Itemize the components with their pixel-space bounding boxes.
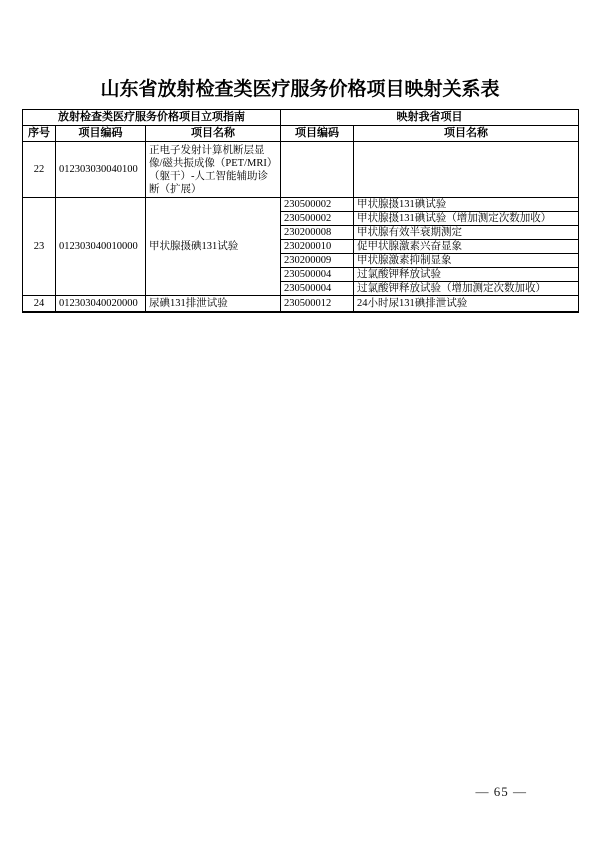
cell-mapped-code: 230200010 (281, 240, 354, 254)
cell-guide-code: 012303040010000 (56, 198, 146, 296)
cell-mapped-code: 230200008 (281, 226, 354, 240)
cell-mapped-name: 24小时尿131碘排泄试验 (354, 296, 579, 312)
cell-mapped-name: 甲状腺摄131碘试验 (354, 198, 579, 212)
column-header-guide-name: 项目名称 (146, 126, 281, 142)
cell-mapped-name: 甲状腺有效半衰期测定 (354, 226, 579, 240)
cell-mapped-code (281, 142, 354, 198)
mapping-table (22, 109, 579, 313)
cell-mapped-code: 230500004 (281, 268, 354, 282)
cell-guide-code: 012303030040100 (56, 142, 146, 198)
group-header-mapped: 映射我省项目 (281, 110, 579, 126)
cell-seq: 23 (23, 198, 56, 296)
column-header-mapped-code: 项目编码 (281, 126, 354, 142)
cell-mapped-code: 230500004 (281, 282, 354, 296)
page-number: — 65 — (475, 784, 527, 799)
table-row (23, 198, 579, 212)
cell-seq: 22 (23, 142, 56, 198)
cell-mapped-name: 过氯酸钾释放试验 (354, 268, 579, 282)
page-title: 山东省放射检查类医疗服务价格项目映射关系表 (100, 79, 500, 100)
cell-guide-name: 正电子发射计算机断层显像/磁共振成像（PET/MRI）（躯干）-人工智能辅助诊断（扩展） (146, 142, 281, 198)
cell-guide-name: 尿碘131排泄试验 (146, 296, 281, 312)
cell-mapped-name: 甲状腺摄131碘试验（增加测定次数加收） (354, 212, 579, 226)
cell-mapped-name: 促甲状腺激素兴奋显象 (354, 240, 579, 254)
group-header-guide: 放射检查类医疗服务价格项目立项指南 (23, 110, 281, 126)
column-header-mapped-name: 项目名称 (354, 126, 579, 142)
cell-mapped-code: 230200009 (281, 254, 354, 268)
column-header-guide-code: 项目编码 (56, 126, 146, 142)
cell-guide-name: 甲状腺摄碘131试验 (146, 198, 281, 296)
table-row (23, 296, 579, 312)
cell-seq: 24 (23, 296, 56, 312)
cell-mapped-name: 甲状腺激素抑制显象 (354, 254, 579, 268)
cell-mapped-code: 230500012 (281, 296, 354, 312)
cell-guide-code: 012303040020000 (56, 296, 146, 312)
column-header-seq: 序号 (23, 126, 56, 142)
cell-mapped-code: 230500002 (281, 198, 354, 212)
table-row (23, 142, 579, 198)
table-group-header-row (23, 110, 579, 126)
table-column-header-row (23, 126, 579, 142)
cell-mapped-name: 过氯酸钾释放试验（增加测定次数加收） (354, 282, 579, 296)
cell-mapped-name (354, 142, 579, 198)
cell-mapped-code: 230500002 (281, 212, 354, 226)
